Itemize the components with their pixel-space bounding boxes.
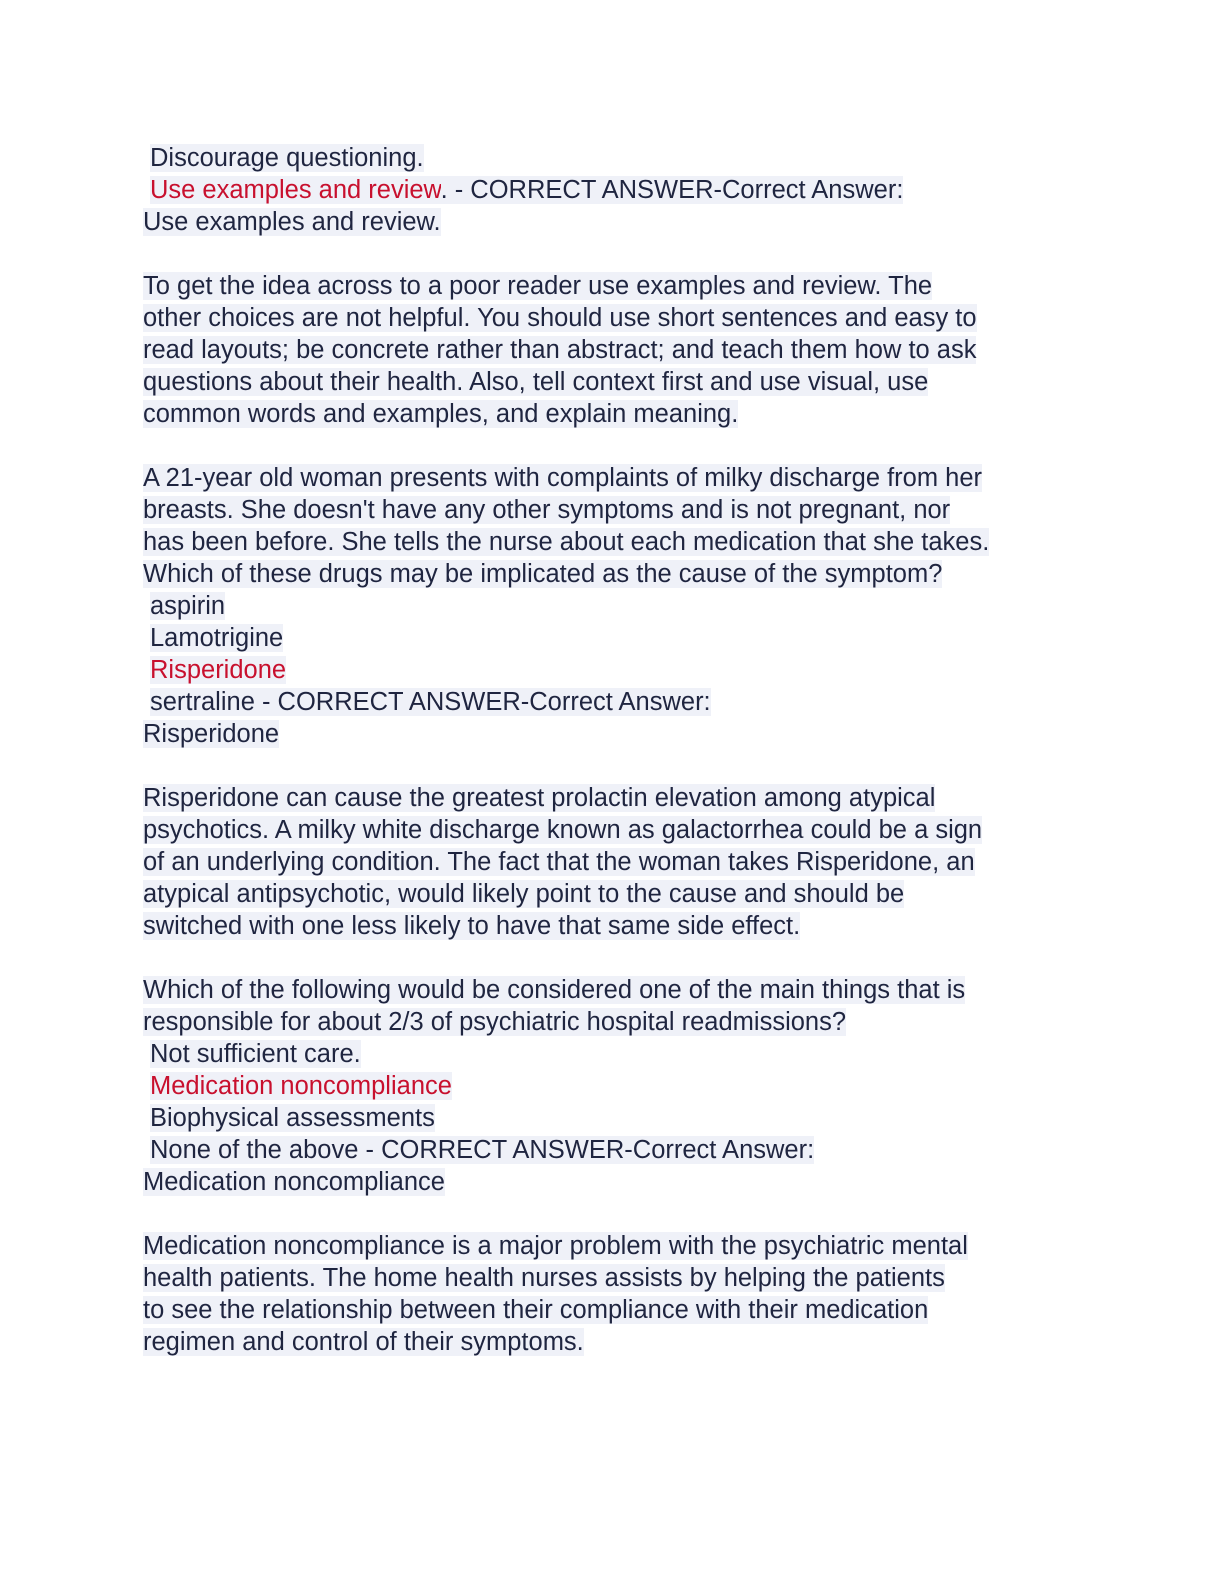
spacer bbox=[143, 750, 1103, 782]
q2-explanation-line: of an underlying condition. The fact that the woman takes Risperidone, an bbox=[143, 848, 975, 876]
q3-explanation-line: health patients. The home health nurses assists by helping the patients bbox=[143, 1264, 945, 1292]
q1-option-discourage: Discourage questioning. bbox=[150, 144, 424, 172]
q1-option-correct-line bbox=[143, 174, 1103, 206]
q2-explanation-line: Risperidone can cause the greatest prolactin elevation among atypical bbox=[143, 784, 936, 812]
q2-question-line: Which of these drugs may be implicated as the cause of the symptom? bbox=[143, 560, 943, 588]
q2-option-correct: Risperidone bbox=[150, 656, 287, 684]
q1-explanation-line: common words and examples, and explain meaning. bbox=[143, 400, 739, 428]
spacer bbox=[143, 942, 1103, 974]
q3-option-none: None of the above - CORRECT ANSWER-Correct Answer: bbox=[150, 1136, 815, 1164]
q3-question-line: responsible for about 2/3 of psychiatric hospital readmissions? bbox=[143, 1008, 847, 1036]
q1-explanation-line: other choices are not helpful. You should use short sentences and easy to bbox=[143, 304, 977, 332]
q2-explanation-line: atypical antipsychotic, would likely point to the cause and should be bbox=[143, 880, 905, 908]
q3-answer: Medication noncompliance bbox=[143, 1168, 445, 1196]
q3-explanation-line: to see the relationship between their compliance with their medication bbox=[143, 1296, 929, 1324]
q2-option-lamotrigine: Lamotrigine bbox=[150, 624, 284, 652]
q3-question-line: Which of the following would be considered one of the main things that is bbox=[143, 976, 966, 1004]
q1-explanation-line: read layouts; be concrete rather than abstract; and teach them how to ask bbox=[143, 336, 977, 364]
q3-explanation-line: regimen and control of their symptoms. bbox=[143, 1328, 584, 1356]
document-page bbox=[143, 142, 1103, 1358]
q2-question-line: has been before. She tells the nurse about each medication that she takes. bbox=[143, 528, 990, 556]
q2-answer: Risperidone bbox=[143, 720, 280, 748]
q3-explanation-line: Medication noncompliance is a major problem with the psychiatric mental bbox=[143, 1232, 968, 1260]
q1-explanation-line: questions about their health. Also, tell context first and use visual, use bbox=[143, 368, 929, 396]
q2-option-aspirin: aspirin bbox=[150, 592, 226, 620]
q2-explanation-line: switched with one less likely to have that same side effect. bbox=[143, 912, 801, 940]
q3-option-not-sufficient-care: Not sufficient care. bbox=[150, 1040, 361, 1068]
spacer bbox=[143, 1198, 1103, 1230]
q1-option-correct: Use examples and review bbox=[150, 176, 441, 204]
q1-answer: Use examples and review. bbox=[143, 208, 441, 236]
spacer bbox=[143, 238, 1103, 270]
q2-question-line: breasts. She doesn't have any other symptoms and is not pregnant, nor bbox=[143, 496, 951, 524]
q3-option-correct: Medication noncompliance bbox=[150, 1072, 452, 1100]
q2-explanation-line: psychotics. A milky white discharge known as galactorrhea could be a sign bbox=[143, 816, 983, 844]
q1-explanation-line: To get the idea across to a poor reader use examples and review. The bbox=[143, 272, 933, 300]
q2-question-line: A 21-year old woman presents with complaints of milky discharge from her bbox=[143, 464, 983, 492]
q3-option-biophysical: Biophysical assessments bbox=[150, 1104, 435, 1132]
q1-correct-answer-marker: . - CORRECT ANSWER-Correct Answer: bbox=[440, 176, 904, 204]
spacer bbox=[143, 430, 1103, 462]
q2-option-sertraline: sertraline - CORRECT ANSWER-Correct Answer: bbox=[150, 688, 711, 716]
